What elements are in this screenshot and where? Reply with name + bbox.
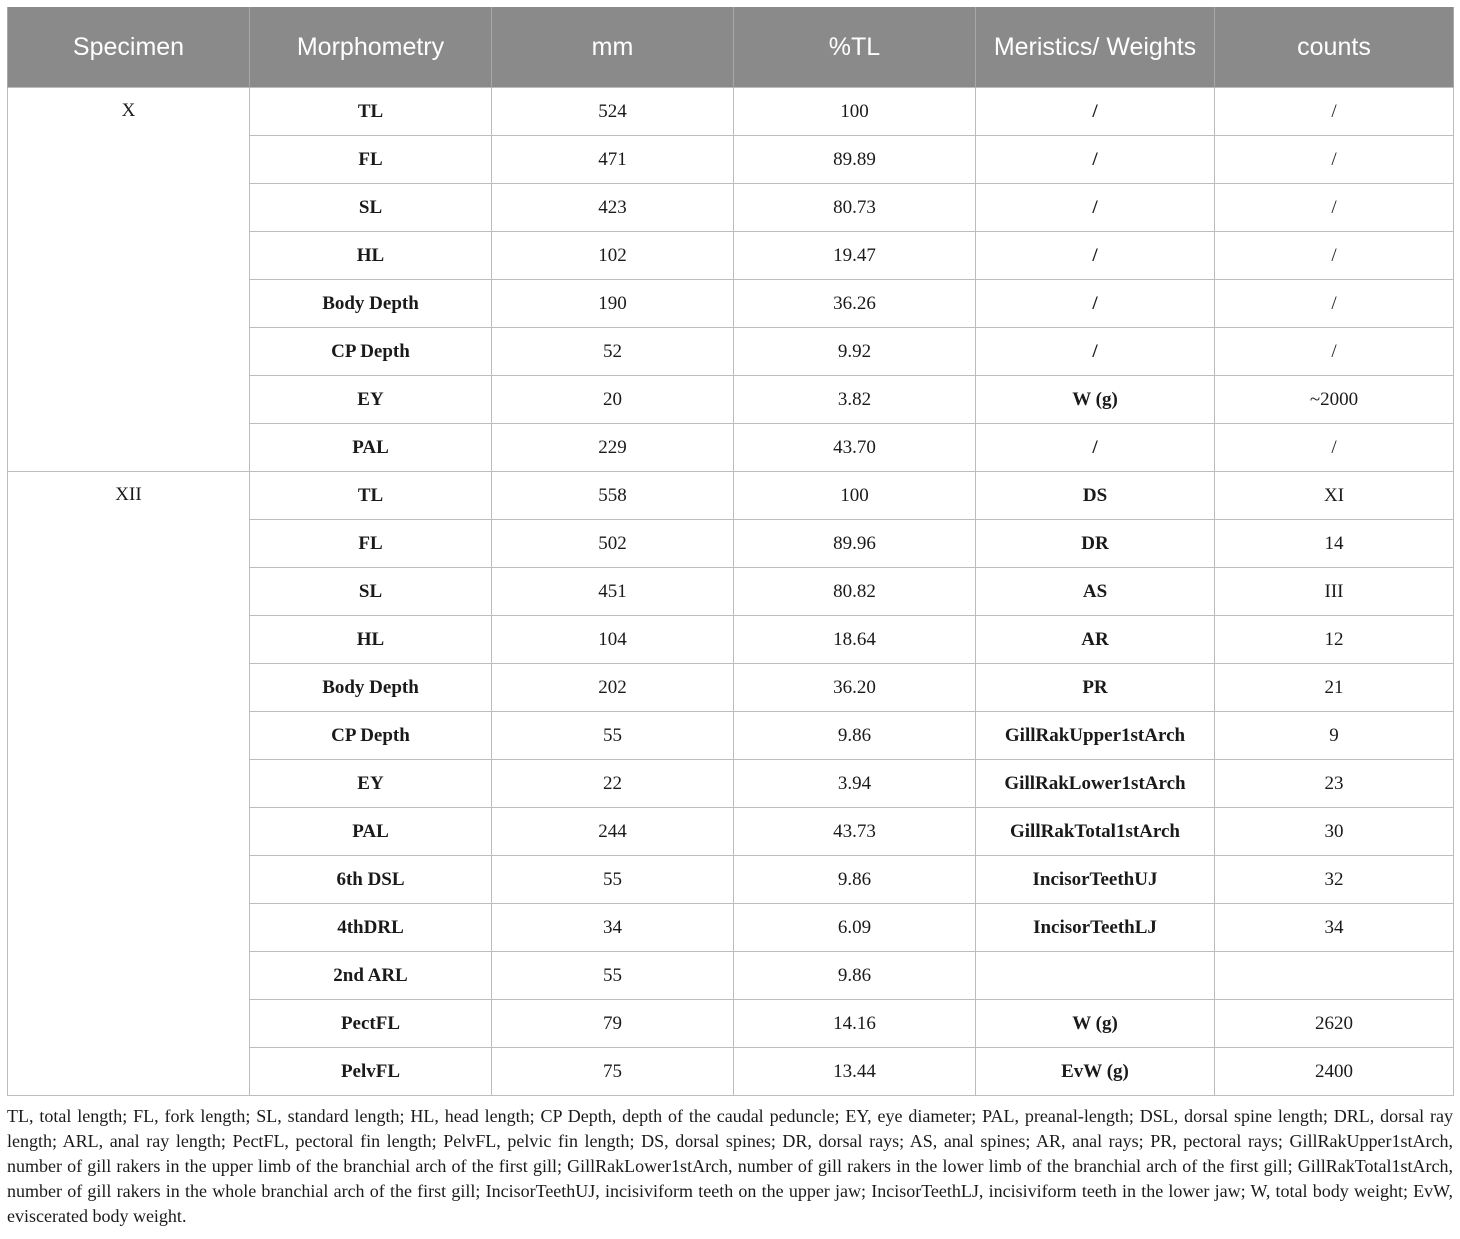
counts-cell: ~2000 xyxy=(1215,376,1454,424)
percent-tl-cell: 18.64 xyxy=(734,616,976,664)
morphometrics-table xyxy=(7,7,1454,1096)
mm-cell: 471 xyxy=(492,136,734,184)
morphometry-cell: EY xyxy=(250,376,492,424)
meristics-cell: DR xyxy=(976,520,1215,568)
mm-cell: 558 xyxy=(492,472,734,520)
table-header xyxy=(8,7,1454,88)
counts-cell: 34 xyxy=(1215,904,1454,952)
morphometry-cell: TL xyxy=(250,88,492,136)
mm-cell: 244 xyxy=(492,808,734,856)
table-body xyxy=(8,88,1454,1096)
meristics-cell: GillRakLower1stArch xyxy=(976,760,1215,808)
morphometry-cell: PAL xyxy=(250,424,492,472)
morphometry-cell: TL xyxy=(250,472,492,520)
morphometry-cell: HL xyxy=(250,232,492,280)
percent-tl-cell: 36.26 xyxy=(734,280,976,328)
morphometry-cell: SL xyxy=(250,568,492,616)
mm-cell: 104 xyxy=(492,616,734,664)
mm-cell: 423 xyxy=(492,184,734,232)
morphometry-cell: EY xyxy=(250,760,492,808)
meristics-cell: AS xyxy=(976,568,1215,616)
meristics-cell: / xyxy=(976,280,1215,328)
counts-cell: III xyxy=(1215,568,1454,616)
morphometry-cell: PelvFL xyxy=(250,1048,492,1096)
counts-cell: 12 xyxy=(1215,616,1454,664)
specimen-cell: XII xyxy=(8,472,250,1096)
morphometry-cell: Body Depth xyxy=(250,664,492,712)
counts-cell: / xyxy=(1215,280,1454,328)
morphometry-cell: FL xyxy=(250,136,492,184)
percent-tl-cell: 6.09 xyxy=(734,904,976,952)
meristics-cell: GillRakUpper1stArch xyxy=(976,712,1215,760)
mm-cell: 22 xyxy=(492,760,734,808)
header-counts: counts xyxy=(1215,7,1454,88)
morphometry-cell: FL xyxy=(250,520,492,568)
counts-cell: 23 xyxy=(1215,760,1454,808)
meristics-cell: EvW (g) xyxy=(976,1048,1215,1096)
meristics-cell: / xyxy=(976,424,1215,472)
percent-tl-cell: 43.73 xyxy=(734,808,976,856)
header-mm: mm xyxy=(492,7,734,88)
table-row xyxy=(8,472,1454,520)
morphometry-cell: CP Depth xyxy=(250,712,492,760)
counts-cell: 21 xyxy=(1215,664,1454,712)
counts-cell xyxy=(1215,952,1454,1000)
morphometry-cell: CP Depth xyxy=(250,328,492,376)
percent-tl-cell: 3.82 xyxy=(734,376,976,424)
counts-cell: / xyxy=(1215,184,1454,232)
counts-cell: 14 xyxy=(1215,520,1454,568)
counts-cell: 2400 xyxy=(1215,1048,1454,1096)
morphometry-cell: HL xyxy=(250,616,492,664)
percent-tl-cell: 80.73 xyxy=(734,184,976,232)
mm-cell: 55 xyxy=(492,952,734,1000)
percent-tl-cell: 3.94 xyxy=(734,760,976,808)
table-row xyxy=(8,88,1454,136)
meristics-cell xyxy=(976,952,1215,1000)
counts-cell: XI xyxy=(1215,472,1454,520)
percent-tl-cell: 9.86 xyxy=(734,712,976,760)
percent-tl-cell: 100 xyxy=(734,88,976,136)
counts-cell: 2620 xyxy=(1215,1000,1454,1048)
mm-cell: 55 xyxy=(492,712,734,760)
mm-cell: 451 xyxy=(492,568,734,616)
mm-cell: 55 xyxy=(492,856,734,904)
meristics-cell: PR xyxy=(976,664,1215,712)
percent-tl-cell: 9.86 xyxy=(734,952,976,1000)
percent-tl-cell: 19.47 xyxy=(734,232,976,280)
morphometry-cell: PectFL xyxy=(250,1000,492,1048)
morphometry-cell: 2nd ARL xyxy=(250,952,492,1000)
percent-tl-cell: 9.86 xyxy=(734,856,976,904)
counts-cell: 32 xyxy=(1215,856,1454,904)
meristics-cell: AR xyxy=(976,616,1215,664)
meristics-cell: GillRakTotal1stArch xyxy=(976,808,1215,856)
mm-cell: 52 xyxy=(492,328,734,376)
percent-tl-cell: 14.16 xyxy=(734,1000,976,1048)
meristics-cell: IncisorTeethLJ xyxy=(976,904,1215,952)
morphometry-cell: 6th DSL xyxy=(250,856,492,904)
mm-cell: 202 xyxy=(492,664,734,712)
header-morphometry: Morphometry xyxy=(250,7,492,88)
percent-tl-cell: 43.70 xyxy=(734,424,976,472)
specimen-cell: X xyxy=(8,88,250,472)
counts-cell: / xyxy=(1215,232,1454,280)
counts-cell: 30 xyxy=(1215,808,1454,856)
percent-tl-cell: 89.89 xyxy=(734,136,976,184)
counts-cell: / xyxy=(1215,328,1454,376)
percent-tl-cell: 13.44 xyxy=(734,1048,976,1096)
meristics-cell: DS xyxy=(976,472,1215,520)
meristics-cell: / xyxy=(976,88,1215,136)
percent-tl-cell: 89.96 xyxy=(734,520,976,568)
counts-cell: / xyxy=(1215,88,1454,136)
counts-cell: 9 xyxy=(1215,712,1454,760)
table-footnote: TL, total length; FL, fork length; SL, standard length; HL, head length; CP Depth, depth of the caudal peduncle; EY, eye diameter; PAL, preanal-length; DSL, dorsal spine length; DRL, dorsal ray length; ARL, anal ray length; PectFL, pectoral fin length; PelvFL, pelvic fin length; DS, dorsal spines; DR, dorsal rays; AS, anal spines; AR, anal rays; PR, pectoral rays; GillRakUpper1stArch, number of gill rakers in the upper limb of the branchial arch of the first gill; GillRakLower1stArch, number of gill rakers in the lower limb of the branchial arch of the first gill; GillRakTotal1stArch, number of gill rakers in the whole branchial arch of the first gill; IncisorTeethUJ, incisiviform teeth on the upper jaw; IncisorTeethLJ, incisiviform teeth in the lower jaw; W, total body weight; EvW, eviscerated body weight. xyxy=(7,1106,1453,1226)
percent-tl-cell: 9.92 xyxy=(734,328,976,376)
mm-cell: 20 xyxy=(492,376,734,424)
mm-cell: 229 xyxy=(492,424,734,472)
percent-tl-cell: 80.82 xyxy=(734,568,976,616)
morphometry-cell: SL xyxy=(250,184,492,232)
mm-cell: 524 xyxy=(492,88,734,136)
mm-cell: 34 xyxy=(492,904,734,952)
mm-cell: 79 xyxy=(492,1000,734,1048)
morphometry-cell: 4thDRL xyxy=(250,904,492,952)
mm-cell: 502 xyxy=(492,520,734,568)
header-meristics-weights: Meristics/ Weights xyxy=(976,7,1215,88)
meristics-cell: W (g) xyxy=(976,376,1215,424)
mm-cell: 75 xyxy=(492,1048,734,1096)
header-specimen: Specimen xyxy=(8,7,250,88)
counts-cell: / xyxy=(1215,424,1454,472)
meristics-cell: IncisorTeethUJ xyxy=(976,856,1215,904)
meristics-cell: / xyxy=(976,232,1215,280)
mm-cell: 102 xyxy=(492,232,734,280)
morphometrics-table-container xyxy=(7,7,1453,1096)
mm-cell: 190 xyxy=(492,280,734,328)
counts-cell: / xyxy=(1215,136,1454,184)
meristics-cell: W (g) xyxy=(976,1000,1215,1048)
percent-tl-cell: 36.20 xyxy=(734,664,976,712)
morphometry-cell: Body Depth xyxy=(250,280,492,328)
header-row xyxy=(8,7,1454,88)
meristics-cell: / xyxy=(976,328,1215,376)
percent-tl-cell: 100 xyxy=(734,472,976,520)
meristics-cell: / xyxy=(976,184,1215,232)
meristics-cell: / xyxy=(976,136,1215,184)
morphometry-cell: PAL xyxy=(250,808,492,856)
header-percent-tl: %TL xyxy=(734,7,976,88)
